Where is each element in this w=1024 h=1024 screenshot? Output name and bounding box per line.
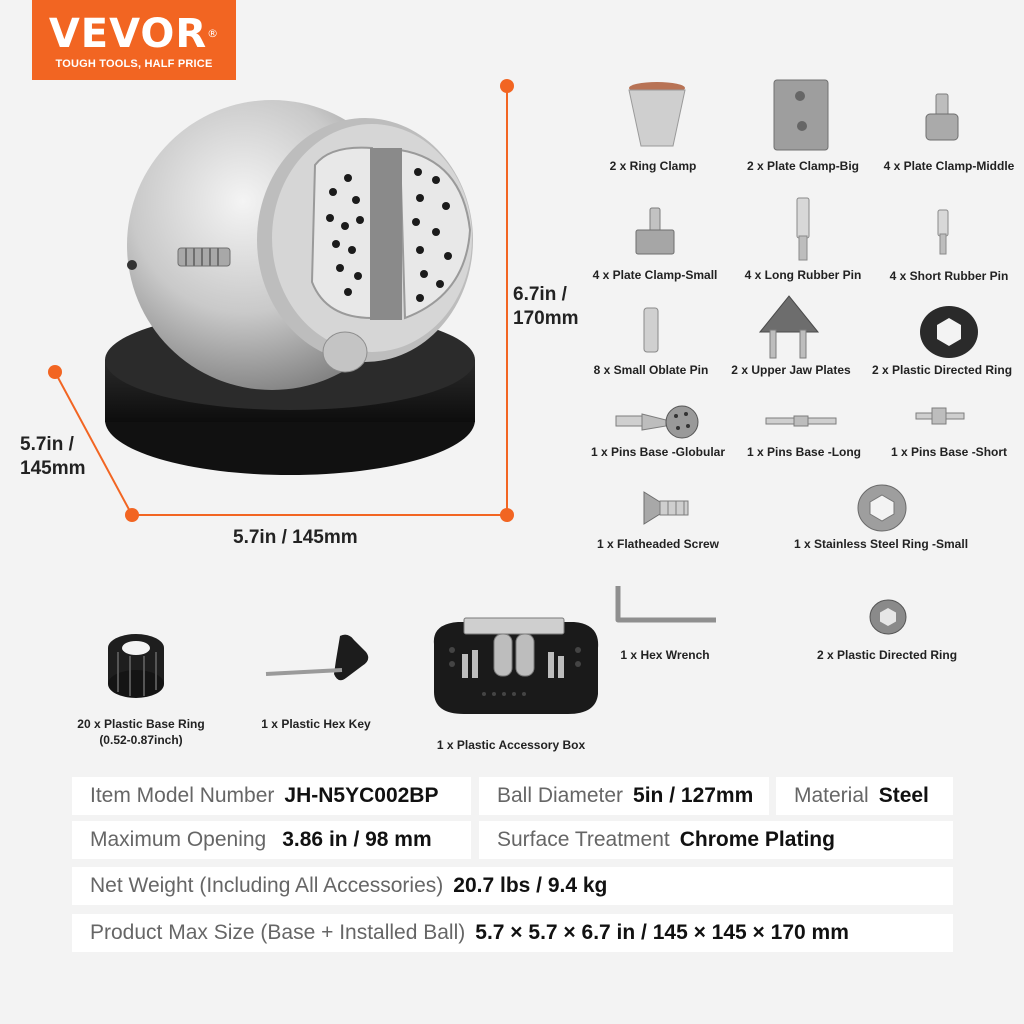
spec-label: Maximum Opening: [90, 828, 267, 851]
flatheaded-screw-icon: [640, 488, 692, 528]
part-caption: 4 x Plate Clamp-Middle: [883, 159, 1015, 173]
spec-value: Chrome Plating: [679, 828, 835, 851]
spec-label: Net Weight (Including All Accessories): [90, 874, 444, 897]
part-caption: 1 x Pins Base -Short: [890, 445, 1008, 459]
pins-base-long-icon: [764, 410, 838, 432]
spec-label: Surface Treatment: [497, 828, 670, 851]
depth-dimension: 5.7in / 145mm: [20, 434, 86, 479]
upper-jaw-plate-icon: [756, 290, 822, 360]
spec-ball-diameter: [479, 777, 769, 815]
part-caption: 2 x Upper Jaw Plates: [731, 363, 851, 377]
brand-tagline: TOUGH TOOLS, HALF PRICE: [55, 58, 213, 70]
width-dimension: 5.7in / 145mm: [233, 527, 358, 548]
spec-label: Item Model Number: [90, 784, 275, 807]
plastic-base-ring-icon: [104, 628, 168, 700]
plate-clamp-small-icon: [632, 206, 678, 258]
part-caption: 1 x Pins Base -Long: [746, 445, 862, 459]
part-caption: 1 x Flatheaded Screw: [596, 537, 720, 551]
spec-max-size: [72, 914, 953, 952]
spec-surface-treatment: [479, 821, 953, 859]
part-caption: 8 x Small Oblate Pin: [593, 363, 709, 377]
accessory-box-icon: [428, 604, 604, 720]
part-caption: 4 x Long Rubber Pin: [744, 268, 862, 282]
engraving-ball-vise-illustration: [0, 70, 600, 560]
steel-ring-icon: [856, 483, 908, 533]
long-rubber-pin-icon: [792, 196, 814, 262]
spec-value: JH-N5YC002BP: [284, 784, 439, 807]
plate-clamp-big-icon: [772, 78, 830, 152]
part-caption: 2 x Ring Clamp: [609, 159, 697, 173]
part-caption: 4 x Plate Clamp-Small: [592, 268, 718, 282]
part-caption: 1 x Stainless Steel Ring -Small: [793, 537, 969, 551]
small-oblate-pin-icon: [640, 306, 662, 354]
spec-label: Ball Diameter: [497, 784, 624, 807]
short-rubber-pin-icon: [934, 208, 952, 256]
spec-label: Material: [794, 784, 869, 807]
spec-label: Product Max Size (Base + Installed Ball): [90, 921, 466, 944]
part-caption: 2 x Plate Clamp-Big: [746, 159, 860, 173]
spec-net-weight: [72, 867, 953, 905]
part-caption: 20 x Plastic Base Ring: [77, 717, 205, 731]
hex-wrench-icon: [612, 582, 722, 628]
vevor-logo: [32, 0, 236, 80]
brand-name: VEVOR®: [48, 11, 220, 57]
part-caption: 2 x Plastic Directed Ring: [871, 363, 1013, 377]
spec-max-opening: [72, 821, 471, 859]
part-caption: 1 x Plastic Accessory Box: [436, 738, 586, 752]
plastic-directed-ring-icon: [918, 304, 980, 360]
pins-base-globular-icon: [614, 402, 700, 442]
part-caption: 1 x Plastic Hex Key: [261, 717, 371, 731]
spec-material: [776, 777, 953, 815]
height-dimension: 6.7in / 170mm: [513, 284, 579, 329]
part-caption: 2 x Plastic Directed Ring: [816, 648, 958, 662]
plate-clamp-middle-icon: [920, 92, 964, 144]
plastic-directed-ring-small-icon: [868, 598, 908, 636]
part-caption: 4 x Short Rubber Pin: [889, 269, 1009, 283]
part-caption: 1 x Pins Base -Globular: [590, 445, 726, 459]
ring-clamp-icon: [625, 80, 689, 152]
spec-value: 5.7 × 5.7 × 6.7 in / 145 × 145 × 170 mm: [475, 921, 849, 944]
spec-value: Steel: [878, 784, 929, 807]
spec-model-number: [72, 777, 471, 815]
spec-value: 20.7 lbs / 9.4 kg: [453, 874, 608, 897]
spec-value: 5in / 127mm: [633, 784, 754, 807]
part-sublabel: (0.52-0.87inch): [99, 733, 183, 747]
part-caption: 1 x Hex Wrench: [620, 648, 710, 662]
plastic-hex-key-icon: [262, 630, 378, 690]
pins-base-short-icon: [914, 404, 966, 428]
spec-value: 3.86 in / 98 mm: [282, 828, 432, 851]
